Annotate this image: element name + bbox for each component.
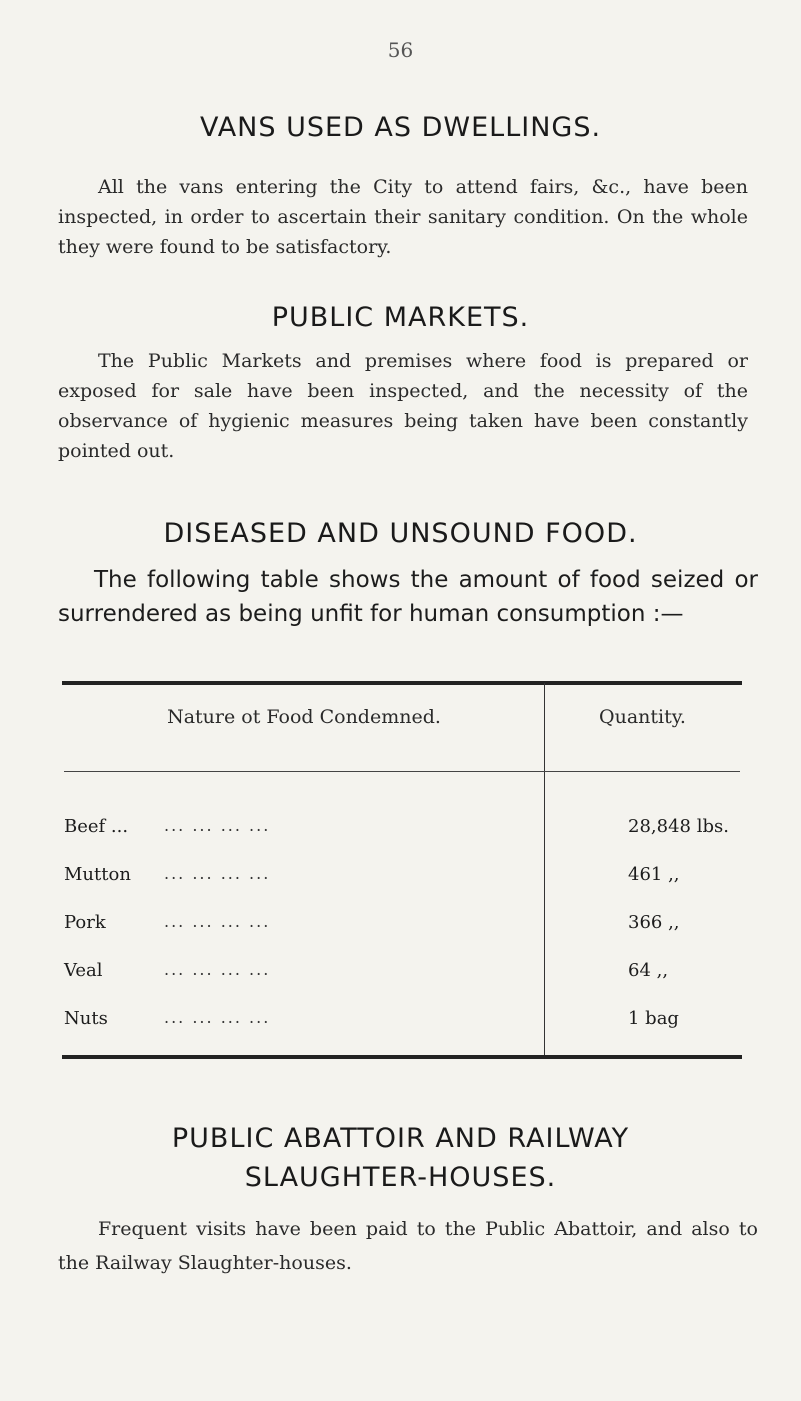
food-name: Beef ... bbox=[64, 816, 129, 837]
food-name: Nuts bbox=[64, 1008, 108, 1029]
section-heading-markets: PUBLIC MARKETS. bbox=[271, 302, 530, 333]
leader-dots: ... ... ... ... bbox=[164, 864, 271, 883]
leader-dots: ... ... ... ... bbox=[164, 912, 271, 931]
paragraph-diseased-food-intro: The following table shows the amount of food seized or surrendered as being unfit for human consumption :— bbox=[58, 567, 758, 627]
food-quantity: 1 bag bbox=[628, 1008, 679, 1029]
food-quantity: 28,848 lbs. bbox=[628, 816, 729, 837]
paragraph-abattoir: Frequent visits have been paid to the Public Abattoir, and also to the Railway Slaughter-houses. bbox=[58, 1218, 758, 1274]
table-header-quantity: Quantity. bbox=[599, 706, 686, 728]
food-name: Pork bbox=[64, 912, 106, 933]
section-heading-abattoir-line1: PUBLIC ABATTOIR AND RAILWAY bbox=[171, 1123, 630, 1154]
table-bottom-rule bbox=[62, 1055, 742, 1059]
section-heading-vans: VANS USED AS DWELLINGS. bbox=[199, 112, 602, 143]
table-header-food: Nature ot Food Condemned. bbox=[167, 706, 441, 728]
section-heading-diseased-food: DISEASED AND UNSOUND FOOD. bbox=[163, 518, 638, 549]
page-number: 56 bbox=[387, 38, 414, 62]
table-header-rule bbox=[64, 771, 740, 772]
food-name: Mutton bbox=[64, 864, 131, 885]
table-row bbox=[64, 960, 740, 1000]
food-quantity: 366 ,, bbox=[628, 912, 680, 933]
section-heading-abattoir-line2: SLAUGHTER-HOUSES. bbox=[244, 1162, 557, 1193]
table-top-rule bbox=[62, 681, 742, 685]
leader-dots: ... ... ... ... bbox=[164, 960, 271, 979]
food-quantity: 461 ,, bbox=[628, 864, 680, 885]
leader-dots: ... ... ... ... bbox=[164, 816, 271, 835]
food-quantity: 64 ,, bbox=[628, 960, 669, 981]
table-row bbox=[64, 912, 740, 952]
food-name: Veal bbox=[64, 960, 103, 981]
table-row bbox=[64, 816, 740, 856]
paragraph-markets: The Public Markets and premises where food is prepared or exposed for sale have been inspected, and the necessity of the observance of hygienic measures being taken have been constantly pointed out. bbox=[58, 350, 748, 462]
leader-dots: ... ... ... ... bbox=[164, 1008, 271, 1027]
table-row bbox=[64, 1008, 740, 1048]
table-row bbox=[64, 864, 740, 904]
paragraph-vans: All the vans entering the City to attend fairs, &c., have been inspected, in order to ascertain their sanitary condition. On the whole they were found to be satisfactory. bbox=[58, 176, 748, 258]
